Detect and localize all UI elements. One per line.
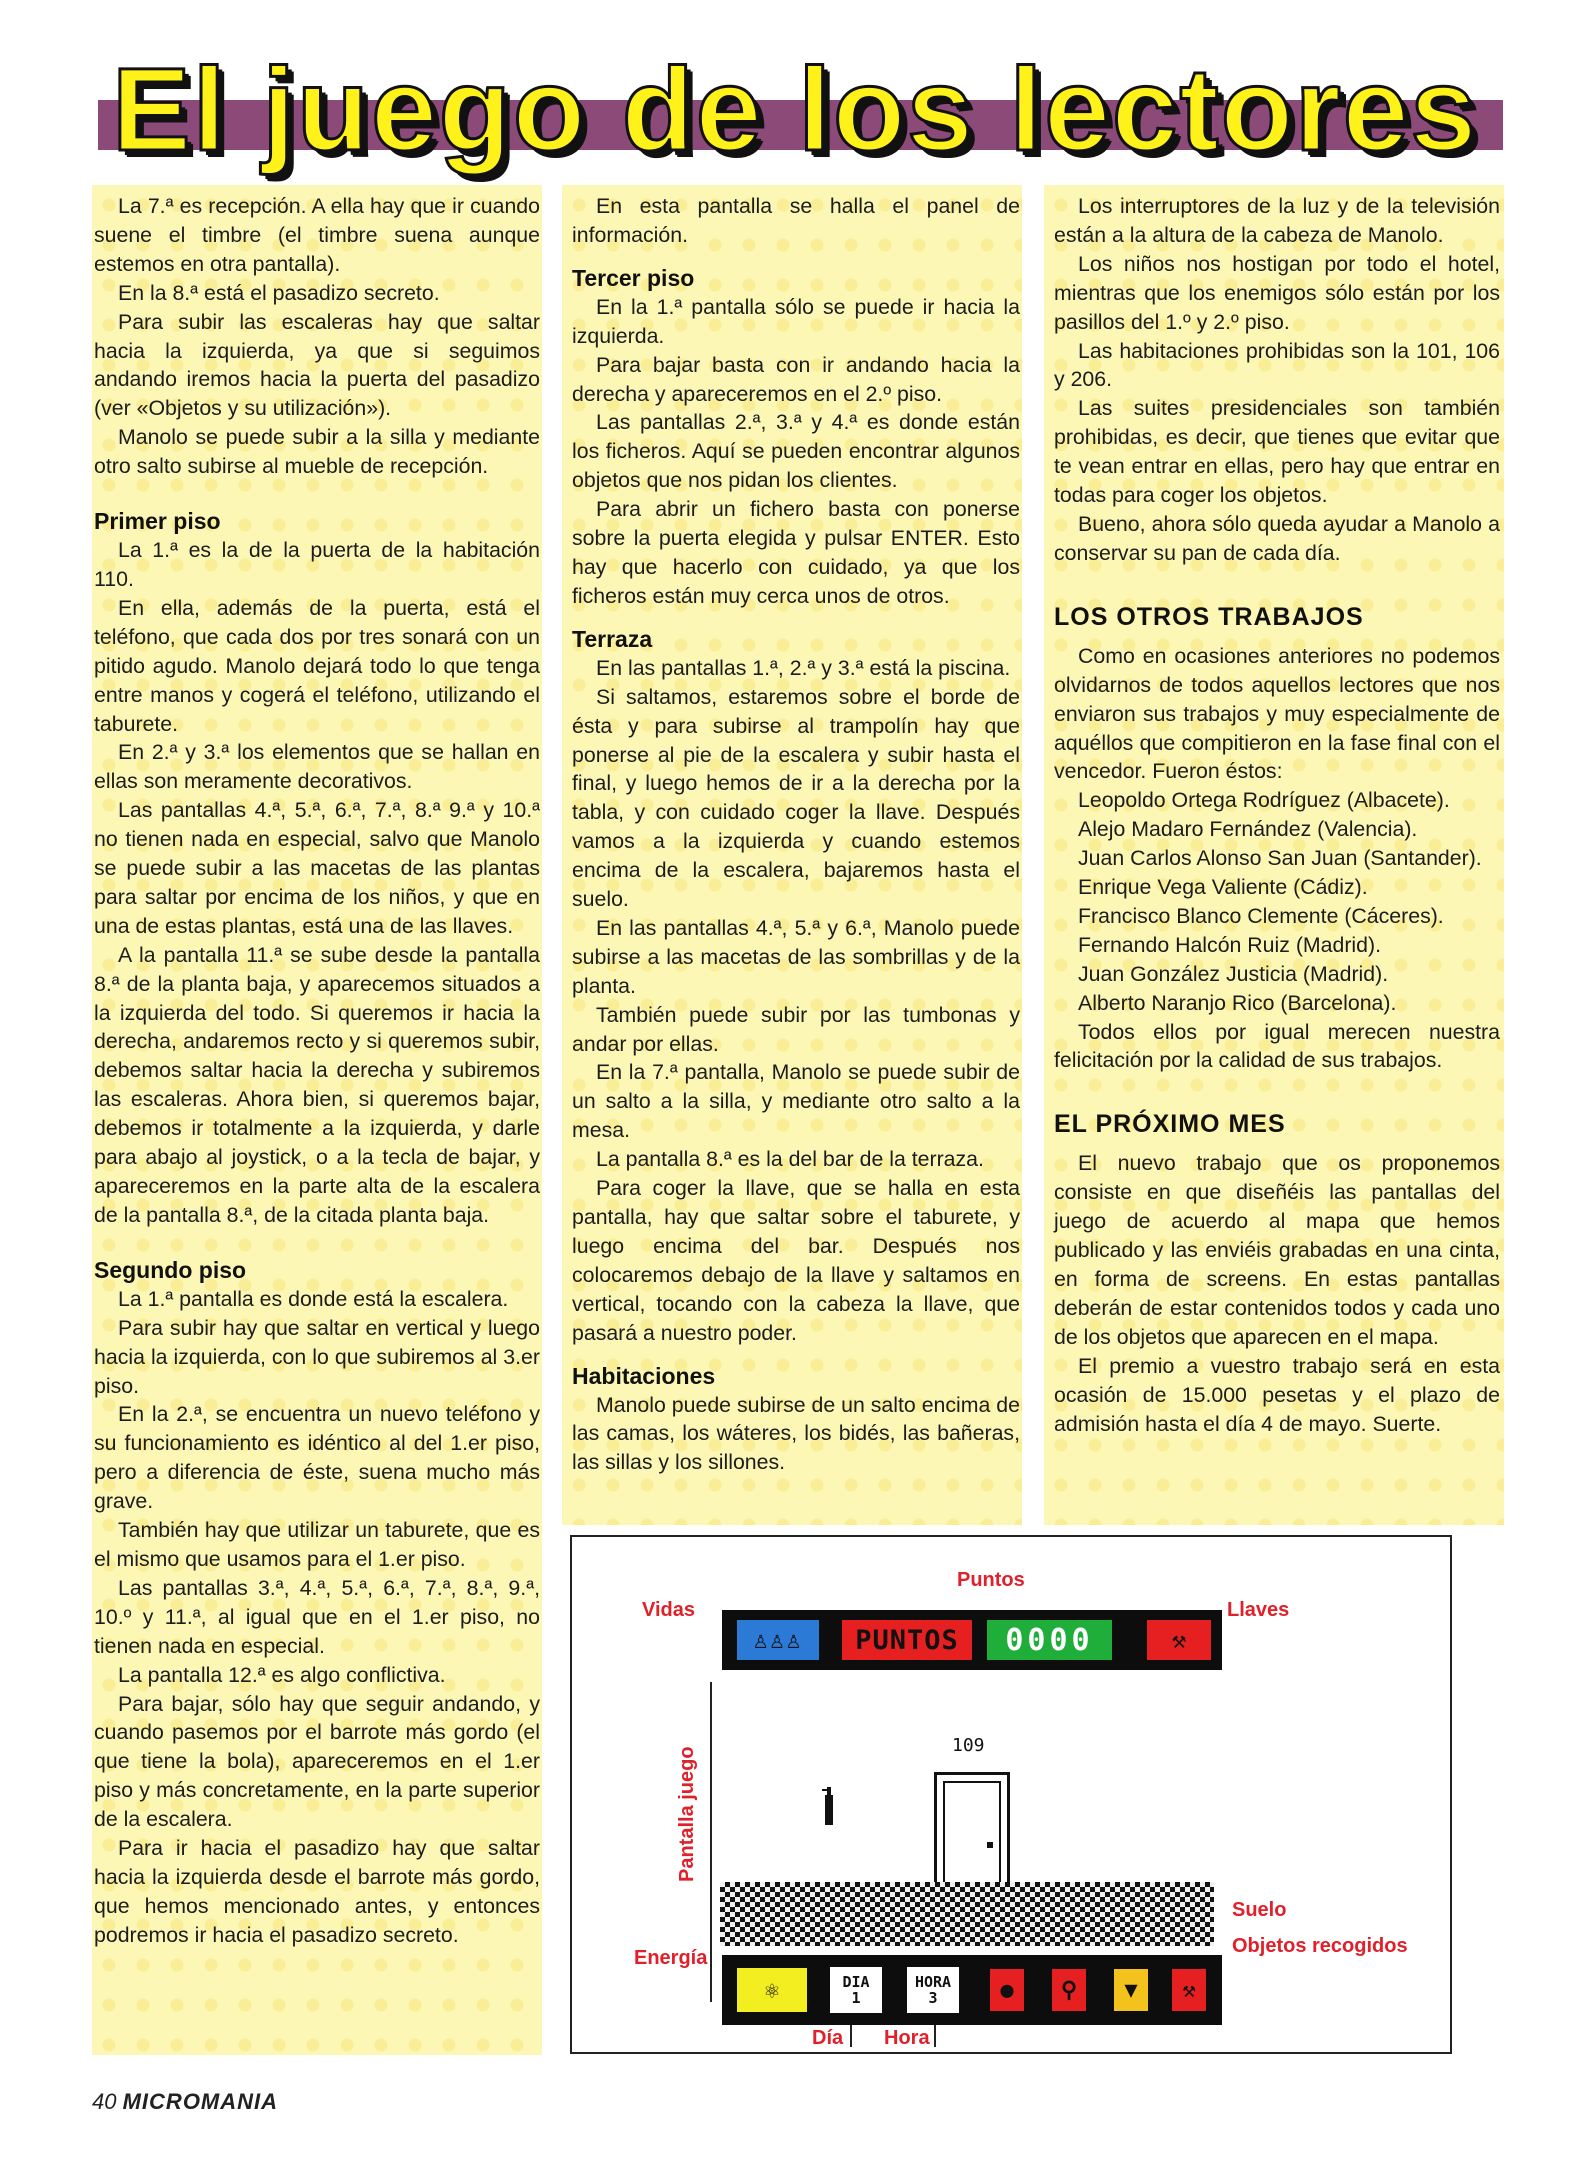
- paragraph: Las pantallas 4.ª, 5.ª, 6.ª, 7.ª, 8.ª 9.ª y 10.ª no tienen nada en especial, salvo que Manolo se puede subir a las macetas de las plantas para saltar por encima de los niños, y que en una de estas plantas, está una de las llaves.: [94, 798, 540, 938]
- page-number: 40: [92, 2089, 117, 2114]
- paragraph: Los niños nos hostigan por todo el hotel, mientras que los enemigos sólo están por los pasillos del 1.º y 2.º piso.: [1054, 251, 1500, 334]
- paragraph: A la pantalla 11.ª se sube desde la pantalla 8.ª de la planta baja, y aparecemos situados a la izquierda del todo. Si queremos ir hacia la derecha, andaremos recto y si queremos subir, debemos saltar hacia la derecha y subiremos las escaleras. Ahora bien, si queremos bajar, debemos ir totalmente a la izquierda, y darle para abajo al joystick, o a la tecla de bajar, y apareceremos en la parte alta de la escalera de la pantalla 8.ª, de la citada planta baja.: [94, 942, 540, 1227]
- paragraph: En la 1.ª pantalla sólo se puede ir hacia la izquierda.: [572, 294, 1020, 348]
- paragraph: Como en ocasiones anteriores no podemos olvidarnos de todos aquellos lectores que nos enviaron sus trabajos y muy especialmente de aquéllos que compitieron en la fase final con el vencedor. Fueron éstos:: [1054, 643, 1500, 784]
- section-heading: Primer piso: [94, 508, 221, 535]
- score-display: 0000: [987, 1620, 1112, 1660]
- paragraph: En la 7.ª pantalla, Manolo se puede subir de un salto a la silla, y mediante otro salto a la mesa.: [572, 1060, 1020, 1143]
- paragraph: En esta pantalla se halla el panel de información.: [572, 194, 1020, 247]
- paragraph: Los interruptores de la luz y de la televisión están a la altura de la cabeza de Manolo.: [1054, 194, 1500, 247]
- hora-pointer: [934, 2025, 936, 2047]
- paragraph: En ella, además de la puerta, está el teléfono, que cada dos por tres sonará con un pitido agudo. Manolo dejará todo lo que tenga entre manos y cogerá el teléfono, utilizando el taburete.: [94, 595, 540, 736]
- paragraph: La 7.ª es recepción. A ella hay que ir cuando suene el timbre (el timbre suena aunque estemos en otra pantalla).: [94, 194, 540, 276]
- paragraph: El nuevo trabajo que os proponemos consiste en que diseñéis las pantallas del juego de acuerdo al mapa que hemos publicado y las enviéis grabadas en una cinta, en forma de screens. En estas pantallas deberán de estar contenidos todos y cada uno de los objetos que aparecen en el mapa.: [1054, 1151, 1500, 1349]
- paragraph: En la 2.ª, se encuentra un nuevo teléfono y su funcionamiento es idéntico al del 1.er piso, pero a diferencia de éste, suena mucho más grave.: [94, 1402, 540, 1514]
- paragraph: Las pantallas 3.ª, 4.ª, 5.ª, 6.ª, 7.ª, 8.ª, 9.ª, 10.º y 11.ª, al igual que en el 1.er piso, no tienen nada en especial.: [94, 1575, 540, 1658]
- section-heading: Habitaciones: [572, 1362, 716, 1389]
- door-icon: [934, 1772, 1010, 1890]
- paragraph: El premio a vuestro trabajo será en esta ocasión de 15.000 pesetas y el plazo de admisión hasta el día 4 de mayo. Suerte.: [1054, 1353, 1500, 1436]
- extinguisher-icon: [822, 1785, 836, 1825]
- paragraph: Para coger la llave, que se halla en esta pantalla, hay que saltar sobre el taburete, y luego encima del bar. Después nos colocaremos debajo de la llave y saltamos en vertical, tocando con la cabeza la llave, que pasará a nuestro poder.: [572, 1176, 1020, 1345]
- list-item: Alejo Madaro Fernández (Valencia).: [1078, 817, 1418, 842]
- label-objetos-recogidos: Objetos recogidos: [1232, 1935, 1408, 1957]
- game-screen-diagram: [570, 1535, 1452, 2054]
- floor-pattern: [720, 1882, 1214, 1946]
- list-item: Enrique Vega Valiente (Cádiz).: [1078, 875, 1368, 900]
- list-item: Juan Carlos Alonso San Juan (Santander).: [1078, 846, 1482, 871]
- paragraph: También puede subir por las tumbonas y andar por ellas.: [572, 1002, 1020, 1056]
- paragraph: La pantalla 12.ª es algo conflictiva.: [118, 1662, 446, 1687]
- page-footer: [92, 2088, 278, 2116]
- list-item: Juan González Justicia (Madrid).: [1078, 961, 1389, 986]
- hora-display: [907, 1967, 959, 2013]
- dia-pointer: [850, 2025, 852, 2047]
- dia-label: DIA: [842, 1973, 870, 1991]
- paragraph: La 1.ª es la de la puerta de la habitación 110.: [94, 538, 540, 591]
- paragraph: La 1.ª pantalla es donde está la escalera.: [118, 1286, 509, 1311]
- list-item: Leopoldo Ortega Rodríguez (Albacete).: [1078, 788, 1450, 813]
- screen-boundary-line: [710, 1682, 712, 2002]
- room-number: 109: [952, 1735, 985, 1756]
- paragraph: Las suites presidenciales son también prohibidas, es decir, que tienes que evitar que te vean entrar en ellas, pero hay que entrar en todas para coger los objetos.: [1054, 396, 1500, 508]
- object-bottle-icon: ●: [990, 1969, 1024, 2011]
- paragraph: Si saltamos, estaremos sobre el borde de ésta y para subirse al trampolín hay que ponerse al pie de la escalera y subir hasta el final, y luego hemos de ir a la derecha por la tabla, y con cuidado coger la llave. Después vamos a la izquierda y cuando estemos encima de la escalera, bajaremos hasta el suelo.: [572, 684, 1020, 912]
- magazine-name: MICROMANIA: [122, 2089, 279, 2114]
- hora-value: 3: [928, 1989, 938, 2007]
- door-knob: [987, 1842, 993, 1848]
- paragraph: La pantalla 8.ª es la del bar de la terraza.: [596, 1147, 984, 1172]
- finalists-list: [1054, 786, 1500, 1017]
- list-item: Fernando Halcón Ruiz (Madrid).: [1078, 932, 1382, 957]
- section-heading: Terraza: [572, 625, 653, 652]
- label-llaves: Llaves: [1227, 1599, 1290, 1621]
- label-pantalla-juego: Pantalla juego: [676, 1746, 698, 1882]
- paragraph: Las habitaciones prohibidas son la 101, 106 y 206.: [1054, 338, 1500, 392]
- list-item: Alberto Naranjo Rico (Barcelona).: [1078, 990, 1397, 1015]
- list-item: Francisco Blanco Clemente (Cáceres).: [1078, 903, 1444, 928]
- paragraph: Para bajar, sólo hay que seguir andando, y cuando pasemos por el barrote más gordo (el que tiene la bola), apareceremos en el 1.er piso y más concretamente, en la parte superior de la escalera.: [94, 1691, 540, 1832]
- label-energia: Energía: [634, 1947, 708, 1969]
- label-suelo: Suelo: [1232, 1899, 1287, 1921]
- section-heading: EL PRÓXIMO MES: [1054, 1110, 1286, 1139]
- paragraph: Para ir hacia el pasadizo hay que saltar hacia la izquierda desde el barrote más gordo, que hemos mencionado antes, y entonces podremos ir hacia el pasadizo secreto.: [94, 1836, 540, 1947]
- paragraph: Para subir hay que saltar en vertical y luego hacia la izquierda, con lo que subiremos al 3.er piso.: [94, 1315, 540, 1398]
- paragraph: Para abrir un fichero basta con ponerse sobre la puerta elegida y pulsar ENTER. Esto hay que hacerlo con cuidado, ya que los ficheros están muy cerca unos de otros.: [572, 497, 1020, 608]
- paragraph: En las pantallas 4.ª, 5.ª y 6.ª, Manolo puede subirse a las macetas de las sombrillas y de la planta.: [572, 915, 1020, 998]
- page-title: El juego de los lectores: [112, 44, 1479, 176]
- paragraph: Manolo se puede subir a la silla y mediante otro salto subirse al mueble de recepción.: [94, 425, 540, 479]
- hora-label: HORA: [914, 1973, 952, 1991]
- object-key-icon: ⚲: [1052, 1969, 1086, 2011]
- paragraph: Todos ellos por igual merecen nuestra felicitación por la calidad de sus trabajos.: [1054, 1019, 1500, 1073]
- label-dia: Día: [812, 2027, 844, 2049]
- section-heading: LOS OTROS TRABAJOS: [1054, 602, 1364, 631]
- dia-display: [830, 1967, 882, 2013]
- column-3: [1054, 192, 1500, 1438]
- object-tool-icon: ⚒: [1172, 1969, 1206, 2011]
- object-cup-icon: ▼: [1114, 1969, 1148, 2011]
- lives-icon: ♙♙♙: [737, 1620, 819, 1660]
- column-2: [572, 192, 1020, 1477]
- label-vidas: Vidas: [642, 1599, 695, 1621]
- paragraph: Manolo puede subirse de un salto encima de las camas, los wáteres, los bidés, las bañeras, las sillas y los sillones.: [572, 1392, 1020, 1475]
- hud-bottom-bar: [722, 1955, 1222, 2025]
- label-hora: Hora: [884, 2027, 930, 2049]
- section-heading: Tercer piso: [572, 264, 695, 291]
- paragraph: Las pantallas 2.ª, 3.ª y 4.ª es donde están los ficheros. Aquí se pueden encontrar algunos objetos que nos pidan los clientes.: [572, 410, 1020, 493]
- puntos-label: PUNTOS: [842, 1620, 972, 1660]
- label-puntos: Puntos: [957, 1569, 1025, 1591]
- paragraph: En las pantallas 1.ª, 2.ª y 3.ª está la piscina.: [596, 655, 1011, 680]
- paragraph: Bueno, ahora sólo queda ayudar a Manolo a conservar su pan de cada día.: [1054, 511, 1500, 565]
- hud-top-bar: [722, 1610, 1222, 1670]
- paragraph: En la 8.ª está el pasadizo secreto.: [118, 280, 440, 305]
- paragraph: En 2.ª y 3.ª los elementos que se hallan en ellas son meramente decorativos.: [94, 740, 540, 794]
- column-1: [94, 192, 540, 1950]
- energy-icon: ⚛: [737, 1968, 807, 2012]
- dia-value: 1: [851, 1989, 861, 2007]
- paragraph: Para subir las escaleras hay que saltar hacia la izquierda, ya que si seguimos andando iremos hacia la puerta del pasadizo (ver «Objetos y su utilización»).: [94, 309, 540, 421]
- section-heading: Segundo piso: [94, 1256, 247, 1283]
- keys-icon: ⚒: [1147, 1620, 1211, 1660]
- paragraph: También hay que utilizar un taburete, que es el mismo que usamos para el 1.er piso.: [94, 1518, 540, 1571]
- paragraph: Para bajar basta con ir andando hacia la derecha y apareceremos en el 2.º piso.: [572, 352, 1020, 406]
